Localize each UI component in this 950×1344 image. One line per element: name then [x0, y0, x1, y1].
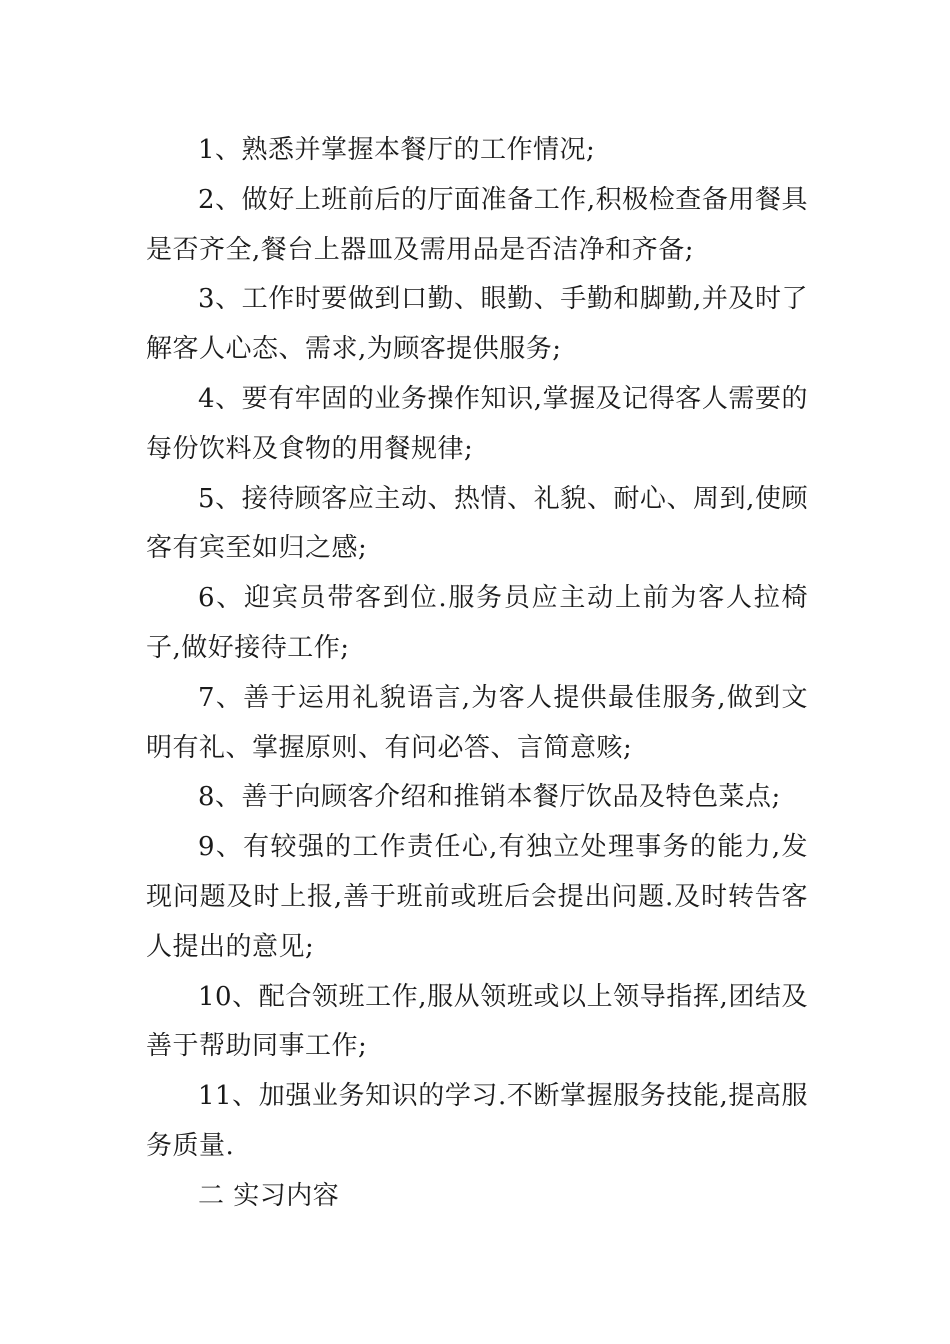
section-heading: 二 实习内容 [198, 1180, 340, 1211]
list-item: 4、要有牢固的业务操作知识,掌握及记得客人需要的每份饮料及食物的用餐规律; [146, 383, 808, 464]
list-item: 3、工作时要做到口勤、眼勤、手勤和脚勤,并及时了解客人心态、需求,为顾客提供服务; [146, 284, 808, 365]
list-item: 9、有较强的工作责任心,有独立处理事务的能力,发现问题及时上报,善于班前或班后会提出问题.及时转告客人提出的意见; [146, 832, 808, 962]
list-item: 8、善于向顾客介绍和推销本餐厅饮品及特色菜点; [198, 782, 781, 813]
list-item: 6、迎宾员带客到位.服务员应主动上前为客人拉椅子,做好接待工作; [146, 583, 808, 663]
list-item: 2、做好上班前后的厅面准备工作,积极检查备用餐具是否齐全,餐台上器皿及需用品是否洁净和齐备; [146, 184, 808, 265]
document-body [146, 126, 808, 1222]
list-item: 1、熟悉并掌握本餐厅的工作情况; [198, 135, 596, 165]
list-item: 10、配合领班工作,服从领班或以上领导指挥,团结及善于帮助同事工作; [146, 981, 808, 1062]
list-item: 7、善于运用礼貌语言,为客人提供最佳服务,做到文明有礼、掌握原则、有问必答、言简意赅; [146, 682, 808, 763]
list-item: 5、接待顾客应主动、热情、礼貌、耐心、周到,使顾客有宾至如归之感; [146, 483, 808, 564]
list-item: 11、加强业务知识的学习.不断掌握服务技能,提高服务质量. [146, 1081, 808, 1161]
